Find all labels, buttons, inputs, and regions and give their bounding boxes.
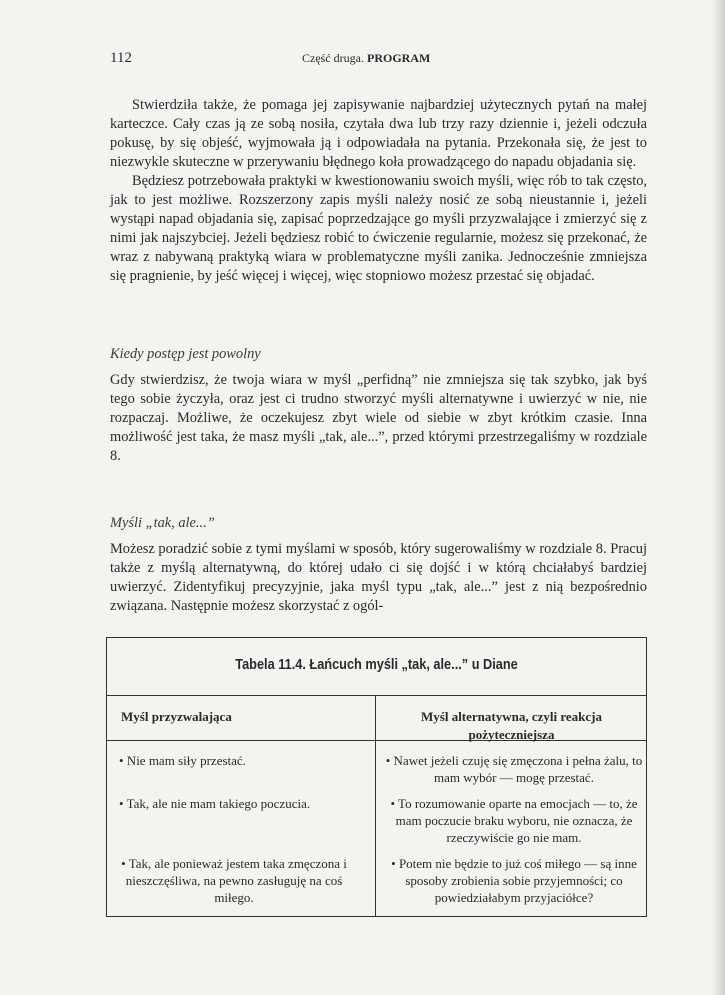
- running-head: [302, 51, 430, 66]
- table-cell: • To rozumowanie oparte na emocjach — to, że mam poczucie braku wyboru, nie oznacza, że rzeczywiście go nie mam.: [390, 796, 638, 845]
- subheading: Kiedy postęp jest powolny: [110, 346, 261, 362]
- table-rule: [107, 695, 646, 696]
- paragraph: Możesz poradzić sobie z tymi myślami w sposób, który sugerowaliśmy w rozdziale 8. Pracuj także z myślą alternatywną, do której udało ci się dojść i w którą chciałabyś bardziej uwierzyć. Zidentyfikuj precyzyjnie, jaka myśl typu „tak, ale...” jest z nią bezpośrednio związana. Następnie możesz skorzystać z ogól-: [110, 541, 647, 614]
- table-cell: • Tak, ale ponieważ jestem taka zmęczona i nieszczęśliwa, na pewno zasługuję na coś miłego.: [121, 856, 347, 905]
- header-rule-left: [107, 740, 375, 741]
- body-block-1: [110, 96, 647, 286]
- column-header-permissive: Myśl przyzwalająca: [121, 709, 232, 724]
- paragraph: Gdy stwierdzisz, że twoja wiara w myśl „perfidną” nie zmniejsza się tak szybko, jak byś tego sobie życzyła, oraz jest ci trudno stworzyć myśli alternatywne i uwierzyć w nie, nie rozpaczaj. Możliwe, że oczekujesz zbyt wiele od siebie w zbyt krótkim czasie. Inna możliwość jest taka, że masz myśli „tak, ale...”, przed którymi przestrzegaliśmy w rozdziale 8.: [110, 372, 647, 464]
- page-header: [110, 50, 650, 68]
- table-cell: • Nawet jeżeli czuję się zmęczona i pełna żalu, to mam wybór — mogę przestać.: [385, 753, 643, 785]
- page-number: 112: [110, 50, 132, 66]
- table-cell: • Potem nie będzie to już coś miłego — są inne sposoby zrobienia sobie przyjemności; co powiedziałabym przyjaciółce?: [391, 856, 637, 905]
- body-block-2: [110, 371, 647, 466]
- paragraph: Stwierdziła także, że pomaga jej zapisywanie najbardziej użytecznych pytań na małej karteczce. Cały czas ją ze sobą nosiła, czytała dwa lub trzy razy dziennie i, jeżeli odczuła pokusę, by się objeść, wyjmowała ją i odpowiadała na pytania. Przekonała się, że jest to niezwykle skuteczne w przerywaniu błędnego koła prowadzącego do napadu objadania się.: [110, 97, 647, 170]
- column-divider: [375, 695, 376, 916]
- book-spine-shadow: [711, 0, 725, 995]
- table-cell: • Nie mam siły przestać.: [119, 753, 246, 768]
- body-block-3: [110, 540, 647, 616]
- table-11-4: [106, 637, 647, 917]
- subheading: Myśli „tak, ale...”: [110, 515, 215, 531]
- running-head-part: Część druga.: [302, 51, 367, 65]
- running-head-section: PROGRAM: [366, 51, 431, 65]
- table-cell: • Tak, ale nie mam takiego poczucia.: [119, 796, 311, 811]
- table-title: Tabela 11.4. Łańcuch myśli „tak, ale...” u Diane: [235, 656, 518, 673]
- paragraph: Będziesz potrzebowała praktyki w kwestionowaniu swoich myśli, więc rób to tak często, jak to jest możliwe. Rozszerzony zapis myśli należy nosić ze sobą nieustannie i, jeżeli wystąpi napad objadania się, zapisać poprzedzające go myśli przyzwalające i zmierzyć się z nimi jak najszybciej. Jeżeli będziesz robić to ćwiczenie regularnie, możesz się przekonać, że wraz z nabywaną praktyką wiara w problematyczne myśli zanika. Jednocześnie zmniejsza się pragnienie, by jeść więcej i więcej, więc stopniowo możesz przestać się objadać.: [110, 173, 647, 284]
- column-header-alternative: Myśl alternatywna, czyli reakcja pożyteczniejsza: [421, 709, 602, 742]
